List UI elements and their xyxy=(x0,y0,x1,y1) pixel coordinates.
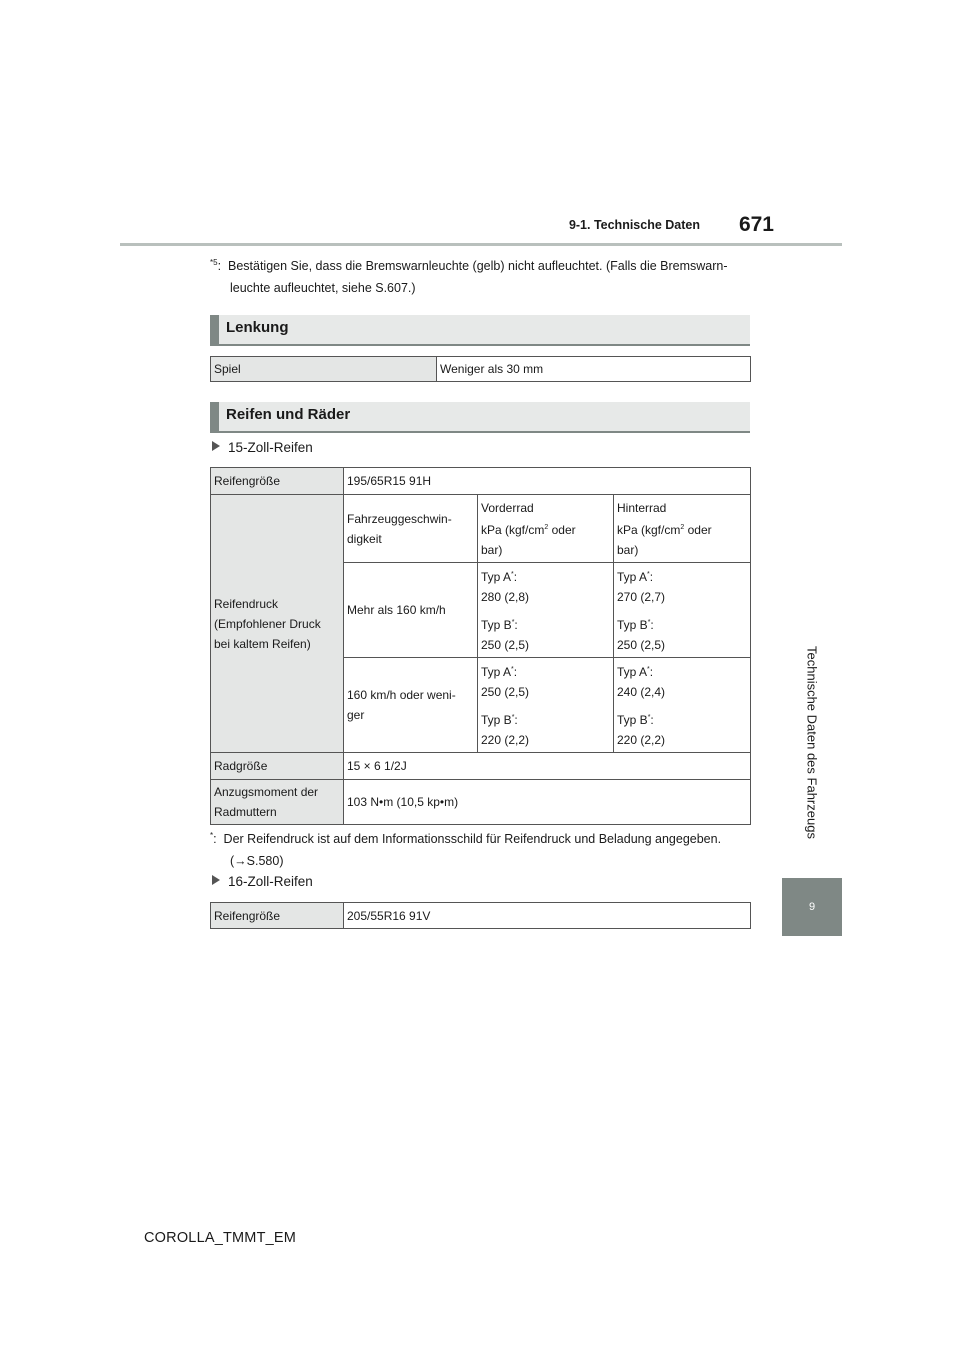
front-type-b-label: Typ B*: xyxy=(481,618,518,632)
rear-type-b-label: Typ B*: xyxy=(617,618,654,632)
rear-type-a-label: Typ A*: xyxy=(617,570,654,584)
footnote-text1: Der Reifendruck ist auf dem Informationsschild für Reifendruck und Beladung angegeben. xyxy=(223,832,722,846)
speed-value xyxy=(344,563,478,658)
unit-text: oder xyxy=(548,522,576,537)
rear-type-b-value: 220 (2,2) xyxy=(617,733,666,747)
speed-value-line: Mehr als 160 km/h xyxy=(347,603,446,617)
rear-header-title: Hinterrad xyxy=(617,500,667,515)
type-label: Typ A xyxy=(617,665,648,679)
lenkung-table xyxy=(210,356,751,382)
size-value: 205/55R16 91V xyxy=(344,903,751,929)
torque-label xyxy=(211,780,344,825)
rear-header xyxy=(614,495,751,563)
type-label: Typ B xyxy=(481,618,512,632)
section-title-reifen: Reifen und Räder xyxy=(226,406,351,423)
front-type-b-value: 220 (2,2) xyxy=(481,733,530,747)
size-value: 195/65R15 91H xyxy=(344,468,751,495)
footnote-5-marker: *5 xyxy=(210,258,218,267)
size-label: Reifengröße xyxy=(211,903,344,929)
triangle-bullet-icon xyxy=(212,441,220,451)
footnote-5-text1: Bestätigen Sie, dass die Bremswarnleuchte (gelb) nicht aufleuchtet. (Falls die Bremswarn- xyxy=(227,259,728,273)
section-title-lenkung: Lenkung xyxy=(226,319,289,336)
rim-value: 15 × 6 1/2J xyxy=(344,753,751,780)
front-type-a-value: 280 (2,8) xyxy=(481,590,530,604)
side-chapter-label xyxy=(782,592,842,892)
front-header-unit xyxy=(481,518,610,540)
subsection-16-zoll xyxy=(212,874,313,889)
document-code: COROLLA_TMMT_EM xyxy=(144,1230,297,1246)
footnote-5 xyxy=(210,252,770,299)
type-label: Typ A xyxy=(481,570,512,584)
torque-value: 103 N•m (10,5 kp•m) xyxy=(344,780,751,825)
torque-label-line: Radmuttern xyxy=(214,805,277,819)
speed-header xyxy=(344,495,478,563)
type-label: Typ B xyxy=(481,713,512,727)
rear-type-a-value: 240 (2,4) xyxy=(617,685,666,699)
rear-header-unit-end: bar) xyxy=(617,542,639,557)
unit-text: kPa (kgf/cm xyxy=(481,522,545,537)
rear-type-b-value: 250 (2,5) xyxy=(617,638,666,652)
footnote-tire-pressure xyxy=(210,825,770,872)
rear-pressure xyxy=(614,563,751,658)
table-row xyxy=(211,357,751,382)
unit-exponent: 2 xyxy=(680,523,685,531)
speed-header-line: digkeit xyxy=(347,531,382,546)
front-type-a-label: Typ A*: xyxy=(481,665,518,679)
rear-type-a-label: Typ A*: xyxy=(617,665,654,679)
tire-16-table xyxy=(210,902,751,929)
rear-header-unit xyxy=(617,518,747,540)
section-heading-bar xyxy=(210,402,219,431)
speed-header-line: Fahrzeuggeschwin- xyxy=(347,511,452,526)
side-chapter-title: Technische Daten des Fahrzeugs xyxy=(804,645,820,839)
torque-label-line: Anzugsmoment der xyxy=(214,785,319,799)
front-header-unit-end: bar) xyxy=(481,542,503,557)
subsection-15-label: 15-Zoll-Reifen xyxy=(228,440,313,455)
front-type-b-label: Typ B*: xyxy=(481,713,518,727)
triangle-bullet-icon xyxy=(212,875,220,885)
footnote-5-line1: $^{*5}$: Bestätigen Sie, dass die Bremswarnleuchte (gelb) nicht aufleuchtet. (Falls die Bremswarn- xyxy=(210,258,728,273)
pressure-label-line: (Empfohlener Druck xyxy=(214,616,321,631)
table-row xyxy=(211,903,751,929)
speed-value xyxy=(344,658,478,753)
footnote-marker: * xyxy=(210,831,214,840)
type-label: Typ B xyxy=(617,713,648,727)
pressure-label-line: bei kaltem Reifen) xyxy=(214,636,311,651)
table-row xyxy=(211,753,751,780)
pressure-label-line: Reifendruck xyxy=(214,596,279,611)
rear-type-a-value: 270 (2,7) xyxy=(617,590,666,604)
pressure-label xyxy=(211,495,344,753)
footnote-line1: *: Der Reifendruck ist auf dem Informationsschild für Reifendruck und Beladung angegeben. xyxy=(210,831,722,846)
unit-exponent: 2 xyxy=(544,523,549,531)
rear-pressure xyxy=(614,658,751,753)
table-row xyxy=(211,780,751,825)
speed-value-line: ger xyxy=(347,708,365,722)
front-header-title: Vorderrad xyxy=(481,500,534,515)
front-type-a-value: 250 (2,5) xyxy=(481,685,530,699)
subsection-16-label: 16-Zoll-Reifen xyxy=(228,874,313,889)
footnote-5-text2: leuchte aufleuchtet, siehe S.607.) xyxy=(230,281,416,295)
section-heading-bar xyxy=(210,315,219,344)
unit-text: kPa (kgf/cm xyxy=(617,522,681,537)
front-type-a-label: Typ A*: xyxy=(481,570,518,584)
speed-value-line: 160 km/h oder weni- xyxy=(347,688,456,702)
size-label: Reifengröße xyxy=(211,468,344,495)
front-type-b-value: 250 (2,5) xyxy=(481,638,530,652)
unit-text: oder xyxy=(684,522,712,537)
front-pressure xyxy=(478,563,614,658)
subsection-15-zoll xyxy=(212,440,313,455)
table-row xyxy=(211,468,751,495)
tire-15-table xyxy=(210,467,751,825)
footnote-link[interactable]: (→S.580) xyxy=(230,854,284,868)
front-header xyxy=(478,495,614,563)
page-number: 671 xyxy=(738,213,774,236)
section-heading-reifen xyxy=(210,402,750,433)
front-pressure xyxy=(478,658,614,753)
side-chapter-number: 9 xyxy=(808,901,816,913)
header-rule xyxy=(120,243,842,246)
type-label: Typ A xyxy=(617,570,648,584)
row-value-spiel: Weniger als 30 mm xyxy=(437,357,751,382)
section-heading-lenkung xyxy=(210,315,750,346)
type-label: Typ A xyxy=(481,665,512,679)
rim-label: Radgröße xyxy=(211,753,344,780)
running-header-section: 9-1. Technische Daten xyxy=(568,218,700,232)
rear-type-b-label: Typ B*: xyxy=(617,713,654,727)
side-chapter-tab[interactable] xyxy=(782,878,842,936)
table-row xyxy=(211,495,751,563)
row-label-spiel: Spiel xyxy=(211,357,437,382)
type-label: Typ B xyxy=(617,618,648,632)
